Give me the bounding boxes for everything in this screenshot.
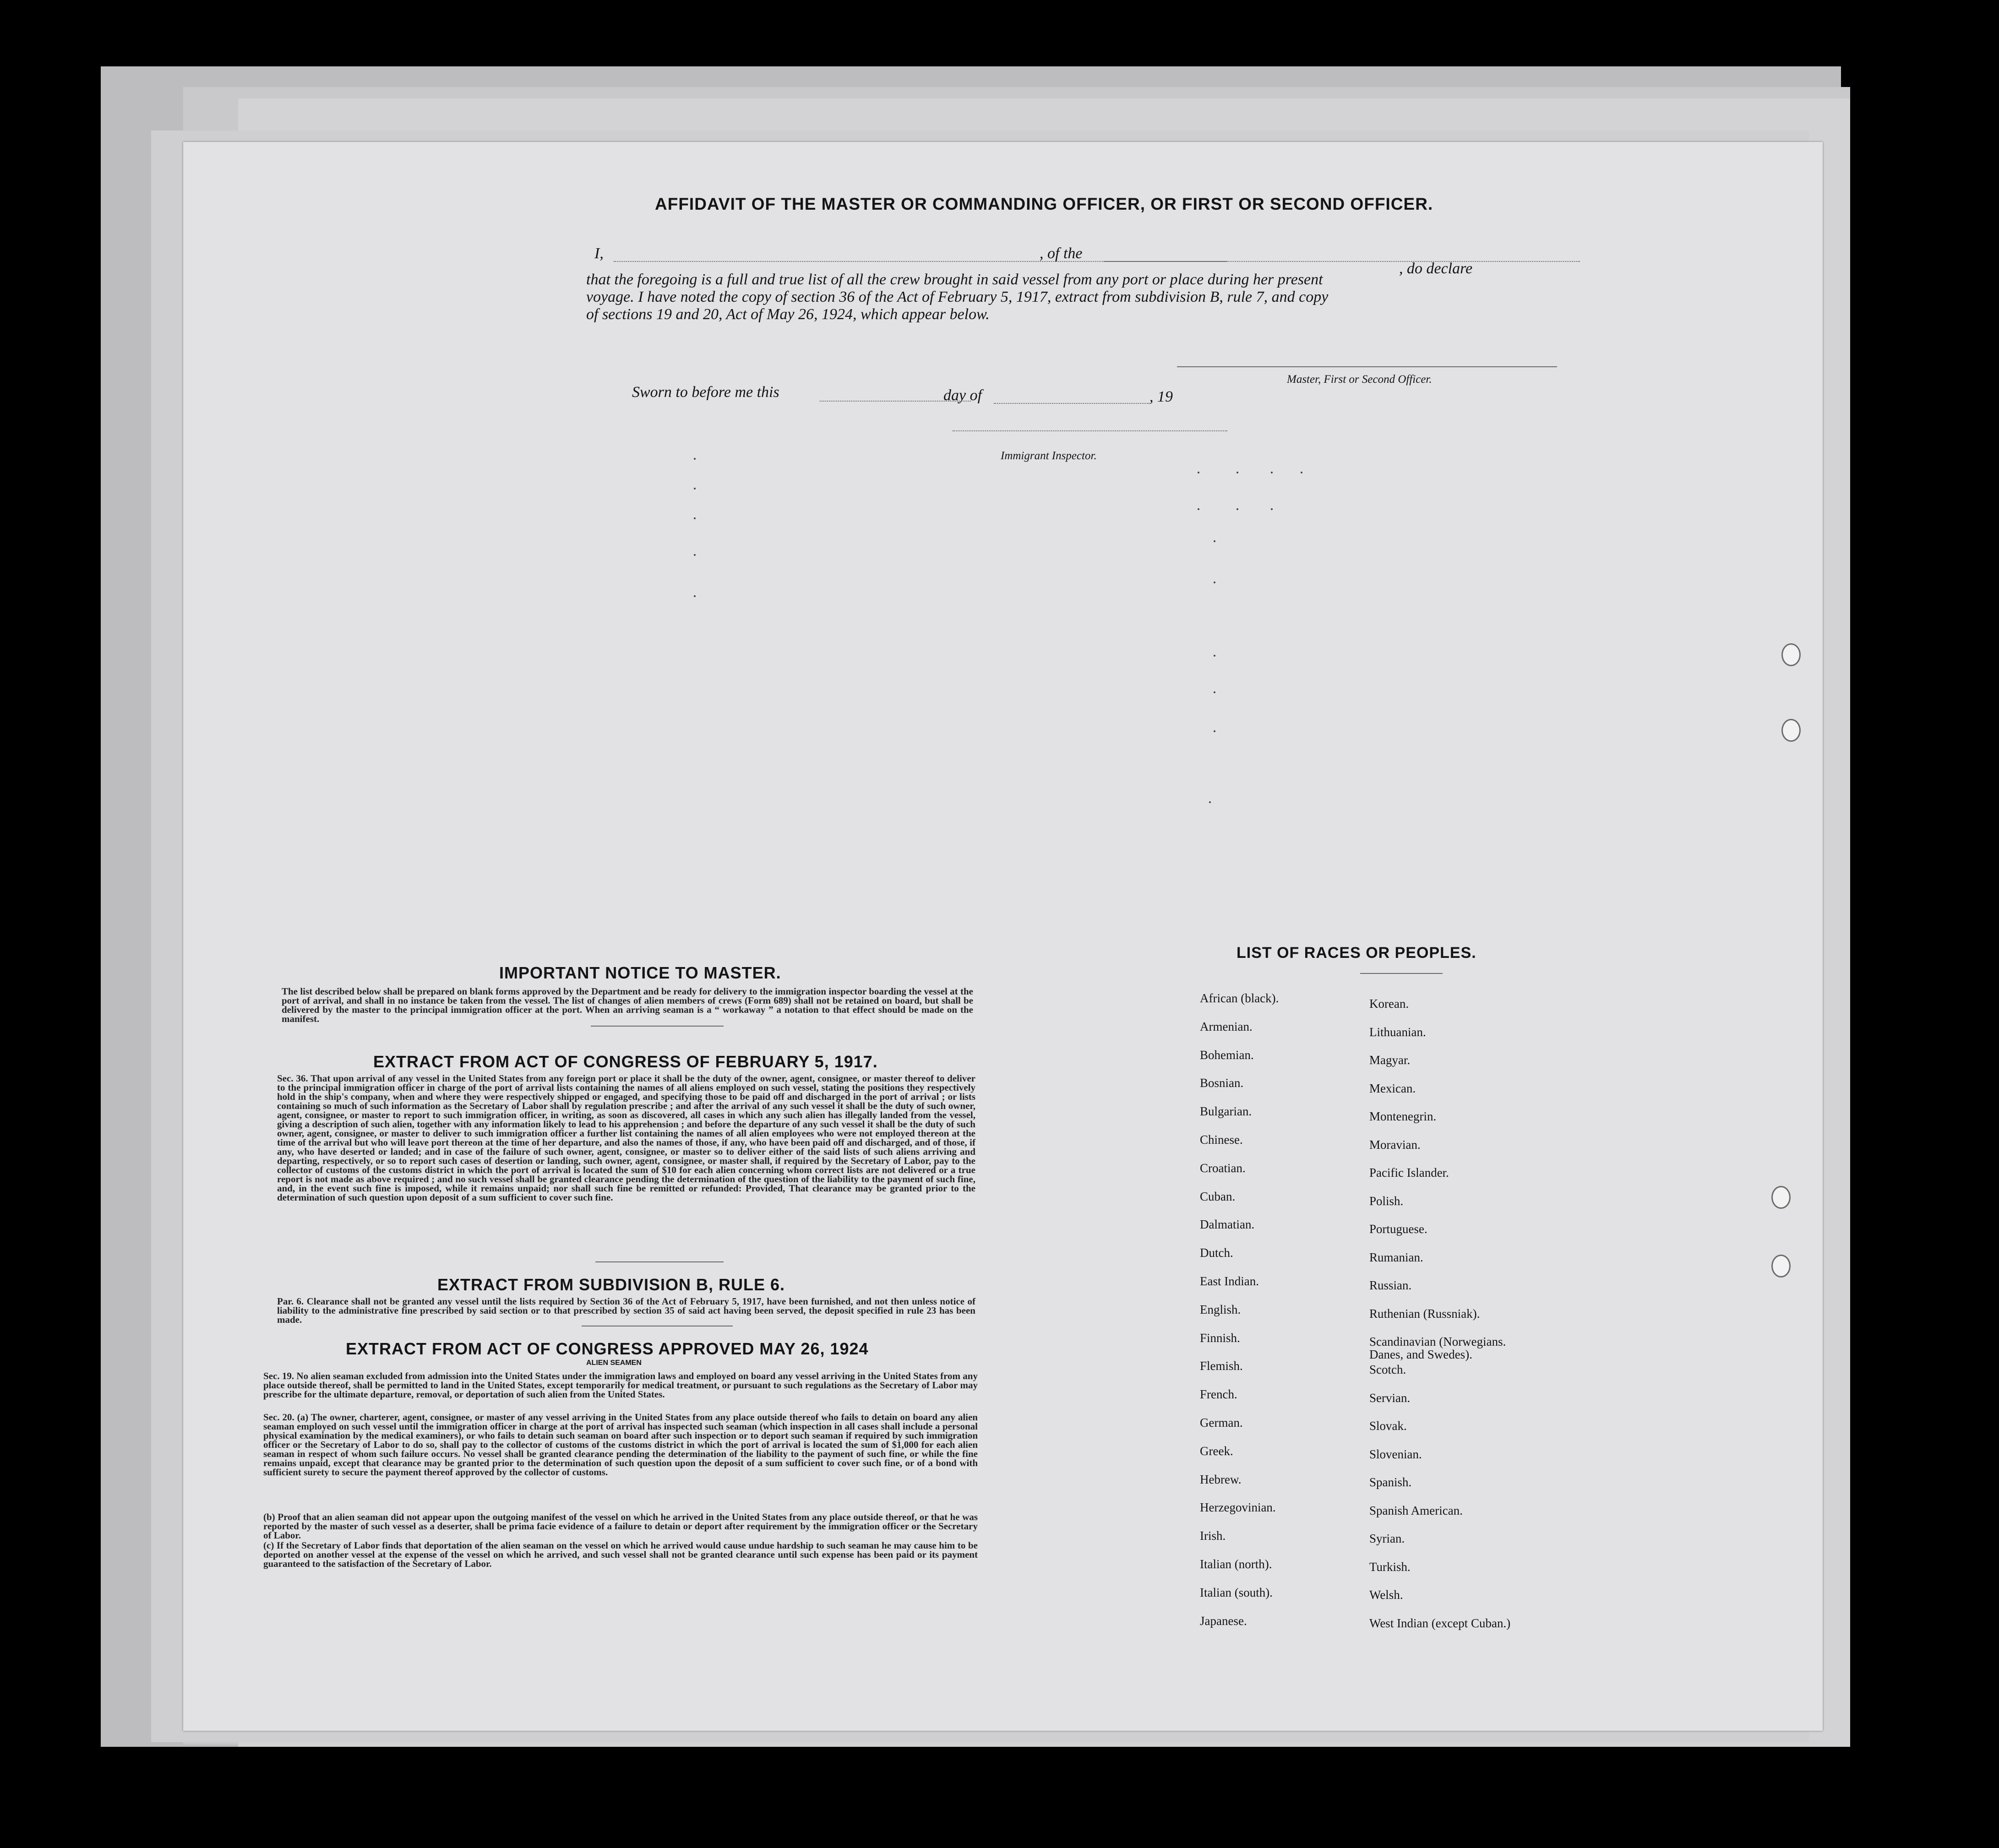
race-item: German. [1200, 1416, 1243, 1429]
race-item: Bosnian. [1200, 1076, 1244, 1090]
race-item: Rumanian. [1369, 1250, 1423, 1264]
stray-mark [1236, 508, 1238, 510]
affidavit-title: AFFIDAVIT OF THE MASTER OR COMMANDING OFFICER, OR FIRST OR SECOND OFFICER. [655, 195, 1433, 213]
race-item: Welsh. [1369, 1588, 1403, 1602]
race-item: Montenegrin. [1369, 1109, 1437, 1123]
race-item: Servian. [1369, 1391, 1411, 1405]
extract-1917-text: Sec. 36. That upon arrival of any vessel in the United States from any foreign port or place it shall be the duty of the owner, agent, consignee, or master thereof to deliver to the principal immigration officer in charge of the port of arrival lists containing the names of all aliens employed on such vessel, stating the positions they respectively hold in the ship's company, when and where they were respectively shipped or engaged, and specifying those to be paid off and discharged in the port of arrival ; or lists containing so much of such information as the Secretary of Labor shall by regulation prescribe ; and after the arrival of any such vessel it shall be the duty of such owner, agent, consignee, or master to report to such immigration officer, in writing, as soon as discovered, all cases in which any such alien has illegally landed from the vessel, giving a description of such alien, together with any information likely to lead to his apprehension ; and before the departure of any such vessel it shall be the duty of such owner, agent, consignee, or master to deliver to such immigration officer a further list containing the names of all alien employees who were not employed thereon at the time of the arrival but who will leave port thereon at the time of her departure, and also the names of those, if any, who have been paid off and discharged, and of those, if any, who have deserted or landed; and in case of the failure of such owner, agent, consignee, or master so to deliver either of the said lists of such aliens arriving and departing, respectively, or so to report such cases of desertion or landing, such owner, agent, consignee, or master shall, if required by the Secretary of Labor, pay to the collector of customs of the customs district in which the port of arrival is located the sum of $10 for each alien concerning whom correct lists are not delivered or a true report is not made as above required ; and no such vessel shall be granted clearance pending the determination of the question of the liability to the payment of such fine, and, in the event such fine is imposed, while it remains unpaid; nor shall such fine be remitted or refunded: Provided, That clearance may be granted prior to the determination of such question upon deposit of a sum sufficient to cover such fine. [277, 1073, 975, 1203]
race-item: Slovenian. [1369, 1447, 1422, 1461]
stray-mark [1236, 472, 1238, 473]
race-item: West Indian (except Cuban.) [1369, 1616, 1511, 1630]
inspector-label: Immigrant Inspector. [1001, 450, 1097, 462]
races-title: LIST OF RACES OR PEOPLES. [1236, 944, 1476, 962]
race-item: Scotch. [1369, 1363, 1406, 1376]
affidavit-i-prefix: I, [594, 245, 604, 262]
sworn-text: Sworn to before me this [632, 384, 779, 401]
notice-text: The list described below shall be prepared on blank forms approved by the Department and be ready for delivery to the immigration inspector boarding the vessel at the port of arrival, and shall in no instance be taken from the vessel. The list of changes of alien members of crews (Form 689) shall not be retained on board, but shall be delivered by the master to the principal immigration officer at the port. When an arriving seaman is a “ workaway ” a notation to that effect should be made on the manifest. [282, 986, 973, 1024]
section-divider [595, 1261, 724, 1262]
race-item: Dalmatian. [1200, 1218, 1255, 1232]
binder-hole [1781, 719, 1801, 742]
race-item: East Indian. [1200, 1274, 1259, 1288]
race-item: Cuban. [1200, 1189, 1236, 1203]
race-item: Turkish. [1369, 1560, 1411, 1574]
race-item: Moravian. [1369, 1137, 1421, 1152]
stray-mark [1214, 655, 1215, 657]
master-signature-line [1177, 366, 1557, 367]
race-item: Spanish. [1369, 1475, 1412, 1489]
stray-mark [694, 458, 696, 460]
race-item: Herzegovinian. [1200, 1500, 1276, 1515]
extract-1924-sec20b: (b) Proof that an alien seaman did not appear upon the outgoing manifest of the vessel on which he arrived in the United States from any place outside thereof, or that he was reported by the master of such vessel as a deserter, shall be prima facie evidence of a failure to detain or deport after requirement by the immigration officer or the Secretary of Labor. [263, 1511, 978, 1541]
race-item: Syrian. [1369, 1532, 1405, 1545]
race-item: Danes, and Swedes). [1369, 1348, 1472, 1361]
binder-hole [1771, 1186, 1791, 1209]
race-item: Scandinavian (Norwegians. [1369, 1335, 1506, 1348]
race-item: Chinese. [1200, 1133, 1243, 1147]
affidavit-body-line-1: that the foregoing is a full and true list of all the crew brought in said vessel from any port or place during her present [586, 271, 1323, 288]
affidavit-do-declare: , do declare [1399, 260, 1473, 277]
race-item: Italian (south). [1200, 1585, 1273, 1599]
race-item: Armenian. [1200, 1019, 1253, 1033]
stray-mark [1198, 508, 1199, 510]
extract-rule6-title: EXTRACT FROM SUBDIVISION B, RULE 6. [437, 1275, 785, 1294]
race-item: Bulgarian. [1200, 1104, 1252, 1119]
affidavit-of-the: , of the [1040, 245, 1083, 262]
race-item: Japanese. [1200, 1614, 1247, 1628]
race-item: English. [1200, 1302, 1241, 1316]
race-item: Polish. [1369, 1194, 1404, 1208]
race-item: Pacific Islander. [1369, 1166, 1449, 1179]
affidavit-body-line-3: of sections 19 and 20, Act of May 26, 1924, which appear below. [586, 306, 990, 323]
race-item: Portuguese. [1369, 1222, 1427, 1236]
stray-mark [694, 554, 696, 556]
race-item: Finnish. [1200, 1331, 1240, 1345]
stray-mark [1301, 472, 1302, 473]
stray-mark [1271, 472, 1273, 473]
race-item: Lithuanian. [1369, 1025, 1426, 1039]
races-divider [1360, 973, 1443, 974]
binder-hole [1771, 1255, 1791, 1277]
race-item: French. [1200, 1387, 1237, 1402]
extract-1924-subtitle: ALIEN SEAMEN [586, 1359, 642, 1367]
stray-mark [1214, 582, 1215, 583]
month-blank-line [994, 403, 1149, 404]
notice-title: IMPORTANT NOTICE TO MASTER. [499, 963, 781, 982]
vessel-blank-line [1104, 261, 1580, 262]
extract-rule6-text: Par. 6. Clearance shall not be granted any vessel until the lists required by Section 36 of the Act of February 5, 1917, have been furnished, and not then unless notice of liability to the administrative fine prescribed by said section or to that prescribed by section 35 of said act having been served, the deposit specified in rule 23 has been made. [277, 1296, 975, 1325]
day-of-text: day of [943, 387, 982, 404]
section-divider [591, 1026, 724, 1027]
stray-mark [1209, 801, 1211, 803]
race-item: Flemish. [1200, 1359, 1243, 1373]
extract-1924-title: EXTRACT FROM ACT OF CONGRESS APPROVED MAY 26, 1924 [346, 1339, 869, 1358]
race-item: Dutch. [1200, 1246, 1233, 1260]
inspector-signature-line [953, 430, 1227, 431]
race-item: Korean. [1369, 997, 1409, 1011]
race-item: Bohemian. [1200, 1048, 1254, 1062]
extract-1917-title: EXTRACT FROM ACT OF CONGRESS OF FEBRUARY 5, 1917. [373, 1052, 878, 1071]
master-label: Master, First or Second Officer. [1287, 373, 1432, 386]
year-text: , 19 [1149, 388, 1173, 405]
race-item: Spanish American. [1369, 1503, 1463, 1517]
race-item: Russian. [1369, 1278, 1412, 1292]
extract-1924-sec19: Sec. 19. No alien seaman excluded from admission into the United States under the immigration laws and employed on board any vessel arriving in the United States from any place outside thereof, shall be permitted to land in the United States, except temporarily for medical treatment, or pursuant to such regulations as the Secretary of Labor may prescribe for the ultimate departure, removal, or deportation of such alien from the United States. [263, 1370, 978, 1400]
stray-mark [1214, 540, 1215, 542]
race-item: Ruthenian (Russniak). [1369, 1306, 1480, 1321]
stray-mark [694, 595, 696, 597]
stray-mark [1198, 472, 1199, 473]
race-item: Magyar. [1369, 1053, 1411, 1067]
race-item: Croatian. [1200, 1161, 1246, 1175]
race-item: Hebrew. [1200, 1472, 1242, 1486]
stray-mark [694, 488, 696, 489]
race-item: Italian (north). [1200, 1557, 1272, 1571]
binder-hole [1781, 643, 1801, 666]
extract-1924-sec20a: Sec. 20. (a) The owner, charterer, agent, consignee, or master of any vessel arriving in the United States from any place outside thereof who fails to detain on board any alien seaman employed on such vessel until the immigration officer in charge at the port of arrival has inspected such seaman (which inspection in all cases shall include a personal physical examination by the medical examiners), or who fails to detain such seaman on board after such inspection or to deport such seaman if required by such immigration officer or the Secretary of Labor to do so, shall pay to the collector of customs of the customs district in which the port of arrival is located the sum of $1,000 for each alien seaman in respect of whom such failure occurs. No vessel shall be granted clearance pending the determination of the liability to the payment of such fine, or while the fine remains unpaid, except that clearance may be granted prior to the determination of such question upon the deposit of a sum sufficient to cover such fine, or of a bond with sufficient surety to secure the payment thereof approved by the collector of customs. [263, 1412, 978, 1478]
extract-1924-sec20c: (c) If the Secretary of Labor finds that deportation of the alien seaman on the vessel on which he arrived would cause undue hardship to such seaman he may cause him to be deported on another vessel at the expense of the vessel on which he arrived, and such vessel shall not be granted clearance until such expense has been paid or its payment guaranteed to the satisfaction of the Secretary of Labor. [263, 1540, 978, 1569]
stray-mark [694, 517, 696, 519]
stray-mark [1214, 730, 1215, 732]
race-item: African (black). [1200, 991, 1279, 1005]
affidavit-body-line-2: voyage. I have noted the copy of section 36 of the Act of February 5, 1917, extract from subdivision B, rule 7, and copy [586, 288, 1329, 305]
stray-mark [1214, 691, 1215, 693]
race-item: Slovak. [1369, 1419, 1407, 1433]
race-item: Irish. [1200, 1529, 1226, 1543]
race-item: Mexican. [1369, 1081, 1416, 1095]
document-page [183, 142, 1823, 1731]
stray-mark [1271, 508, 1273, 510]
race-item: Greek. [1200, 1444, 1233, 1458]
